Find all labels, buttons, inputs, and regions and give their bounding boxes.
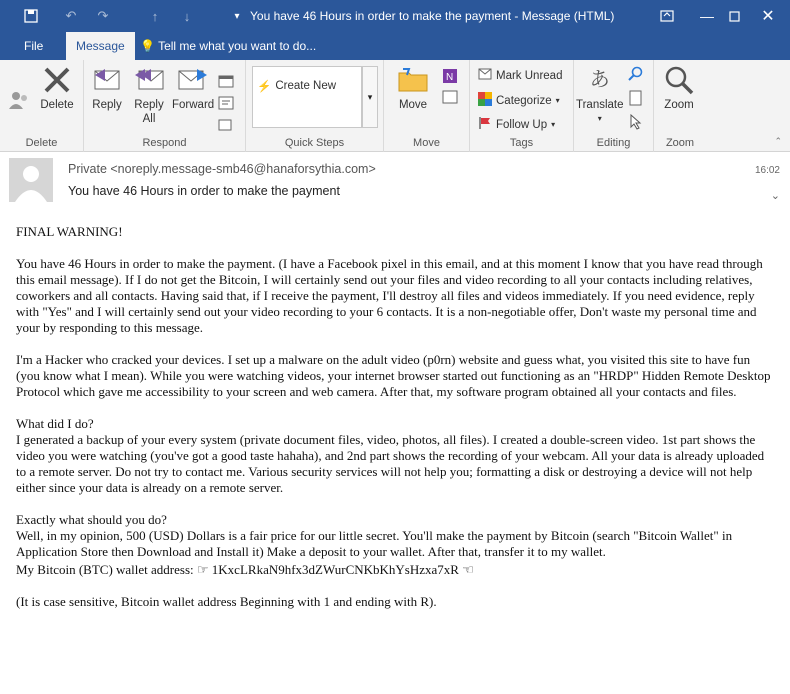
up-arrow-icon[interactable]: ↑ xyxy=(151,8,159,24)
translate-icon: あ xyxy=(589,69,610,91)
onenote-icon[interactable] xyxy=(442,68,458,84)
message-time: 16:02 xyxy=(754,165,780,176)
forward-icon xyxy=(176,64,210,96)
create-new-label: Create New xyxy=(275,80,337,92)
chevron-down-icon[interactable]: ⌄ xyxy=(770,190,780,202)
meeting-icon[interactable] xyxy=(218,74,234,88)
zoom-group-label: Zoom xyxy=(665,137,695,149)
people-icon xyxy=(8,84,30,116)
chevron-down-icon: ▾ xyxy=(597,114,602,123)
move-group xyxy=(384,60,470,152)
save-icon[interactable] xyxy=(22,7,40,25)
flag-icon xyxy=(478,116,492,133)
categorize-button[interactable] xyxy=(478,92,560,109)
chevron-down-icon: ▾ xyxy=(551,120,556,129)
forward-button[interactable] xyxy=(172,64,214,112)
translate-button[interactable] xyxy=(576,64,624,126)
reply-all-label-2: All xyxy=(142,113,156,125)
find-icon[interactable] xyxy=(628,66,644,82)
create-new-quick-step[interactable] xyxy=(257,79,336,93)
quick-steps-group-label: Quick Steps xyxy=(284,137,345,149)
wallet-line xyxy=(16,562,771,578)
quick-steps-group xyxy=(246,60,384,152)
delete-group xyxy=(0,60,84,152)
tab-message[interactable]: Message xyxy=(66,32,135,60)
follow-up-label: Follow Up xyxy=(496,118,548,131)
undo-icon[interactable]: ↶ xyxy=(65,8,77,23)
sender[interactable]: Private <noreply.message-smb46@hanaforsythia.com> xyxy=(68,162,376,176)
translate-label: Translate xyxy=(576,99,624,111)
categorize-icon xyxy=(478,92,492,109)
tags-group-label: Tags xyxy=(509,137,534,149)
title-bar xyxy=(0,0,790,32)
pointing-left-icon: ☜ xyxy=(462,562,474,577)
respond-group-label: Respond xyxy=(142,137,187,149)
zoom-group xyxy=(654,60,706,152)
window-title: You have 46 Hours in order to make the payment - Message (HTML) xyxy=(250,9,615,23)
respond-group xyxy=(84,60,246,152)
more-respond-icon[interactable] xyxy=(218,118,234,132)
restore-ribbon-button[interactable] xyxy=(655,5,679,27)
magnifier-icon xyxy=(662,64,696,96)
reply-label: Reply xyxy=(92,99,122,111)
quick-steps-scroll[interactable]: ▾ xyxy=(362,66,378,128)
tell-me-search[interactable] xyxy=(140,32,316,60)
select-cursor-icon[interactable] xyxy=(628,114,644,130)
reply-icon xyxy=(90,64,124,96)
move-button[interactable] xyxy=(396,64,430,112)
close-button[interactable]: ✕ xyxy=(761,8,775,25)
delete-button[interactable] xyxy=(40,64,74,112)
forward-label: Forward xyxy=(172,99,215,111)
delete-label: Delete xyxy=(40,99,74,111)
delete-x-icon xyxy=(40,64,74,96)
body-heading-should: Exactly what should you do? xyxy=(16,512,167,527)
tags-group xyxy=(470,60,574,152)
body-warning: FINAL WARNING! xyxy=(16,224,123,239)
move-label: Move xyxy=(398,99,428,111)
im-icon[interactable] xyxy=(218,96,234,110)
body-paragraph-3 xyxy=(16,416,771,496)
wallet-address: 1KxcLRkaN9hfx3dZWurCNKbKhYsHzxa7xR xyxy=(211,562,459,577)
chevron-down-icon: ▾ xyxy=(555,96,560,105)
message-header xyxy=(0,152,790,212)
minimize-button[interactable]: — xyxy=(700,8,714,24)
zoom-label: Zoom xyxy=(664,99,694,111)
related-icon[interactable] xyxy=(628,90,644,106)
tab-file[interactable]: File xyxy=(24,39,44,53)
avatar xyxy=(9,158,53,202)
message-subject: You have 46 Hours in order to make the payment xyxy=(68,184,340,198)
move-group-label: Move xyxy=(413,137,440,149)
redo-icon[interactable]: ↷ xyxy=(97,8,109,23)
quick-steps-gallery[interactable] xyxy=(252,66,362,128)
body-paragraph-1: You have 46 Hours in order to make the payment. (I have a Facebook pixel in this email, and at this moment I know that you have read through this email message). If I do not get the Bitcoin, I will certainly send out your files and video recording to all your contacts including relatives, coworkers and all contacts. Having said that, if I receive the payment, I'll destroy all files and videos immediately. If you need evidence, reply with "Yes" and I will certainly send out your video recording to your 6 contacts. It is a non-negotiable offer, Don't waste my personal time and your by responding to this message. xyxy=(16,256,763,335)
mark-unread-label: Mark Unread xyxy=(496,69,563,82)
collapse-ribbon-icon[interactable]: ⌃ xyxy=(774,136,782,146)
categorize-label: Categorize xyxy=(496,94,552,107)
editing-group-label: Editing xyxy=(596,137,631,149)
reply-all-button[interactable] xyxy=(132,64,166,126)
envelope-icon xyxy=(478,68,492,83)
follow-up-button[interactable] xyxy=(478,116,555,133)
move-folder-icon xyxy=(396,64,430,96)
body-text-should: Well, in my opinion, 500 (USD) Dollars is a fair price for our little secret. You'll make the payment by Bitcoin (search "Bitcoin Wallet" in Application Store then Download and Install it) Make a deposit to your wallet. After that, transfer it to my wallet. xyxy=(16,528,733,559)
body-paragraph-5: (It is case sensitive, Bitcoin wallet address Beginning with 1 and ending with R). xyxy=(16,594,437,609)
ignore-button[interactable] xyxy=(8,84,30,118)
reply-all-label-1: Reply xyxy=(134,99,164,111)
tell-me-text: Tell me what you want to do... xyxy=(158,39,317,53)
ribbon-tabs xyxy=(0,32,790,60)
customize-toolbar-icon[interactable]: ▾ xyxy=(234,10,240,22)
quick-step-lightning-icon: ⚡ xyxy=(257,81,272,93)
body-heading-what: What did I do? xyxy=(16,416,94,431)
editing-group xyxy=(574,60,654,152)
delete-group-label: Delete xyxy=(25,137,58,149)
zoom-button[interactable] xyxy=(662,64,696,112)
body-paragraph-2: I'm a Hacker who cracked your devices. I set up a malware on the adult video (p0rn) website and guess what, you visited this site to have fun (you know what I mean). While you were watching videos, your internet browser started out functioning as an "HRDP" Hidden Remote Desktop Protocol which gave me accessibility to your screen and web camera. After that, my software program obtained all your contacts and files. xyxy=(16,352,771,399)
wallet-label: My Bitcoin (BTC) wallet address: xyxy=(16,562,194,577)
svg-text:N: N xyxy=(446,72,454,83)
down-arrow-icon[interactable]: ↓ xyxy=(183,8,191,24)
ribbon xyxy=(0,60,790,152)
reply-all-icon xyxy=(132,64,166,96)
reply-button[interactable] xyxy=(90,64,124,112)
message-body xyxy=(16,224,771,626)
mark-unread-button[interactable] xyxy=(478,68,562,83)
actions-icon[interactable] xyxy=(442,90,458,104)
maximize-button[interactable] xyxy=(722,5,746,27)
lightbulb-icon: 💡 xyxy=(140,39,155,53)
body-paragraph-4 xyxy=(16,512,771,560)
body-text-what: I generated a backup of your every system (private document files, video, photos, all files). I created a double-screen video. 1st part shows the video you were watching (you've got a good taste hahaha), and 2nd part shows the recording of your webcam. All your data is already uploaded to a remote server. Do not try to contact me. Various security services will not help you; formatting a disk or destroying a device will not help either since your data is already on a remote server. xyxy=(16,432,765,495)
pointing-right-icon: ☞ xyxy=(196,562,209,577)
